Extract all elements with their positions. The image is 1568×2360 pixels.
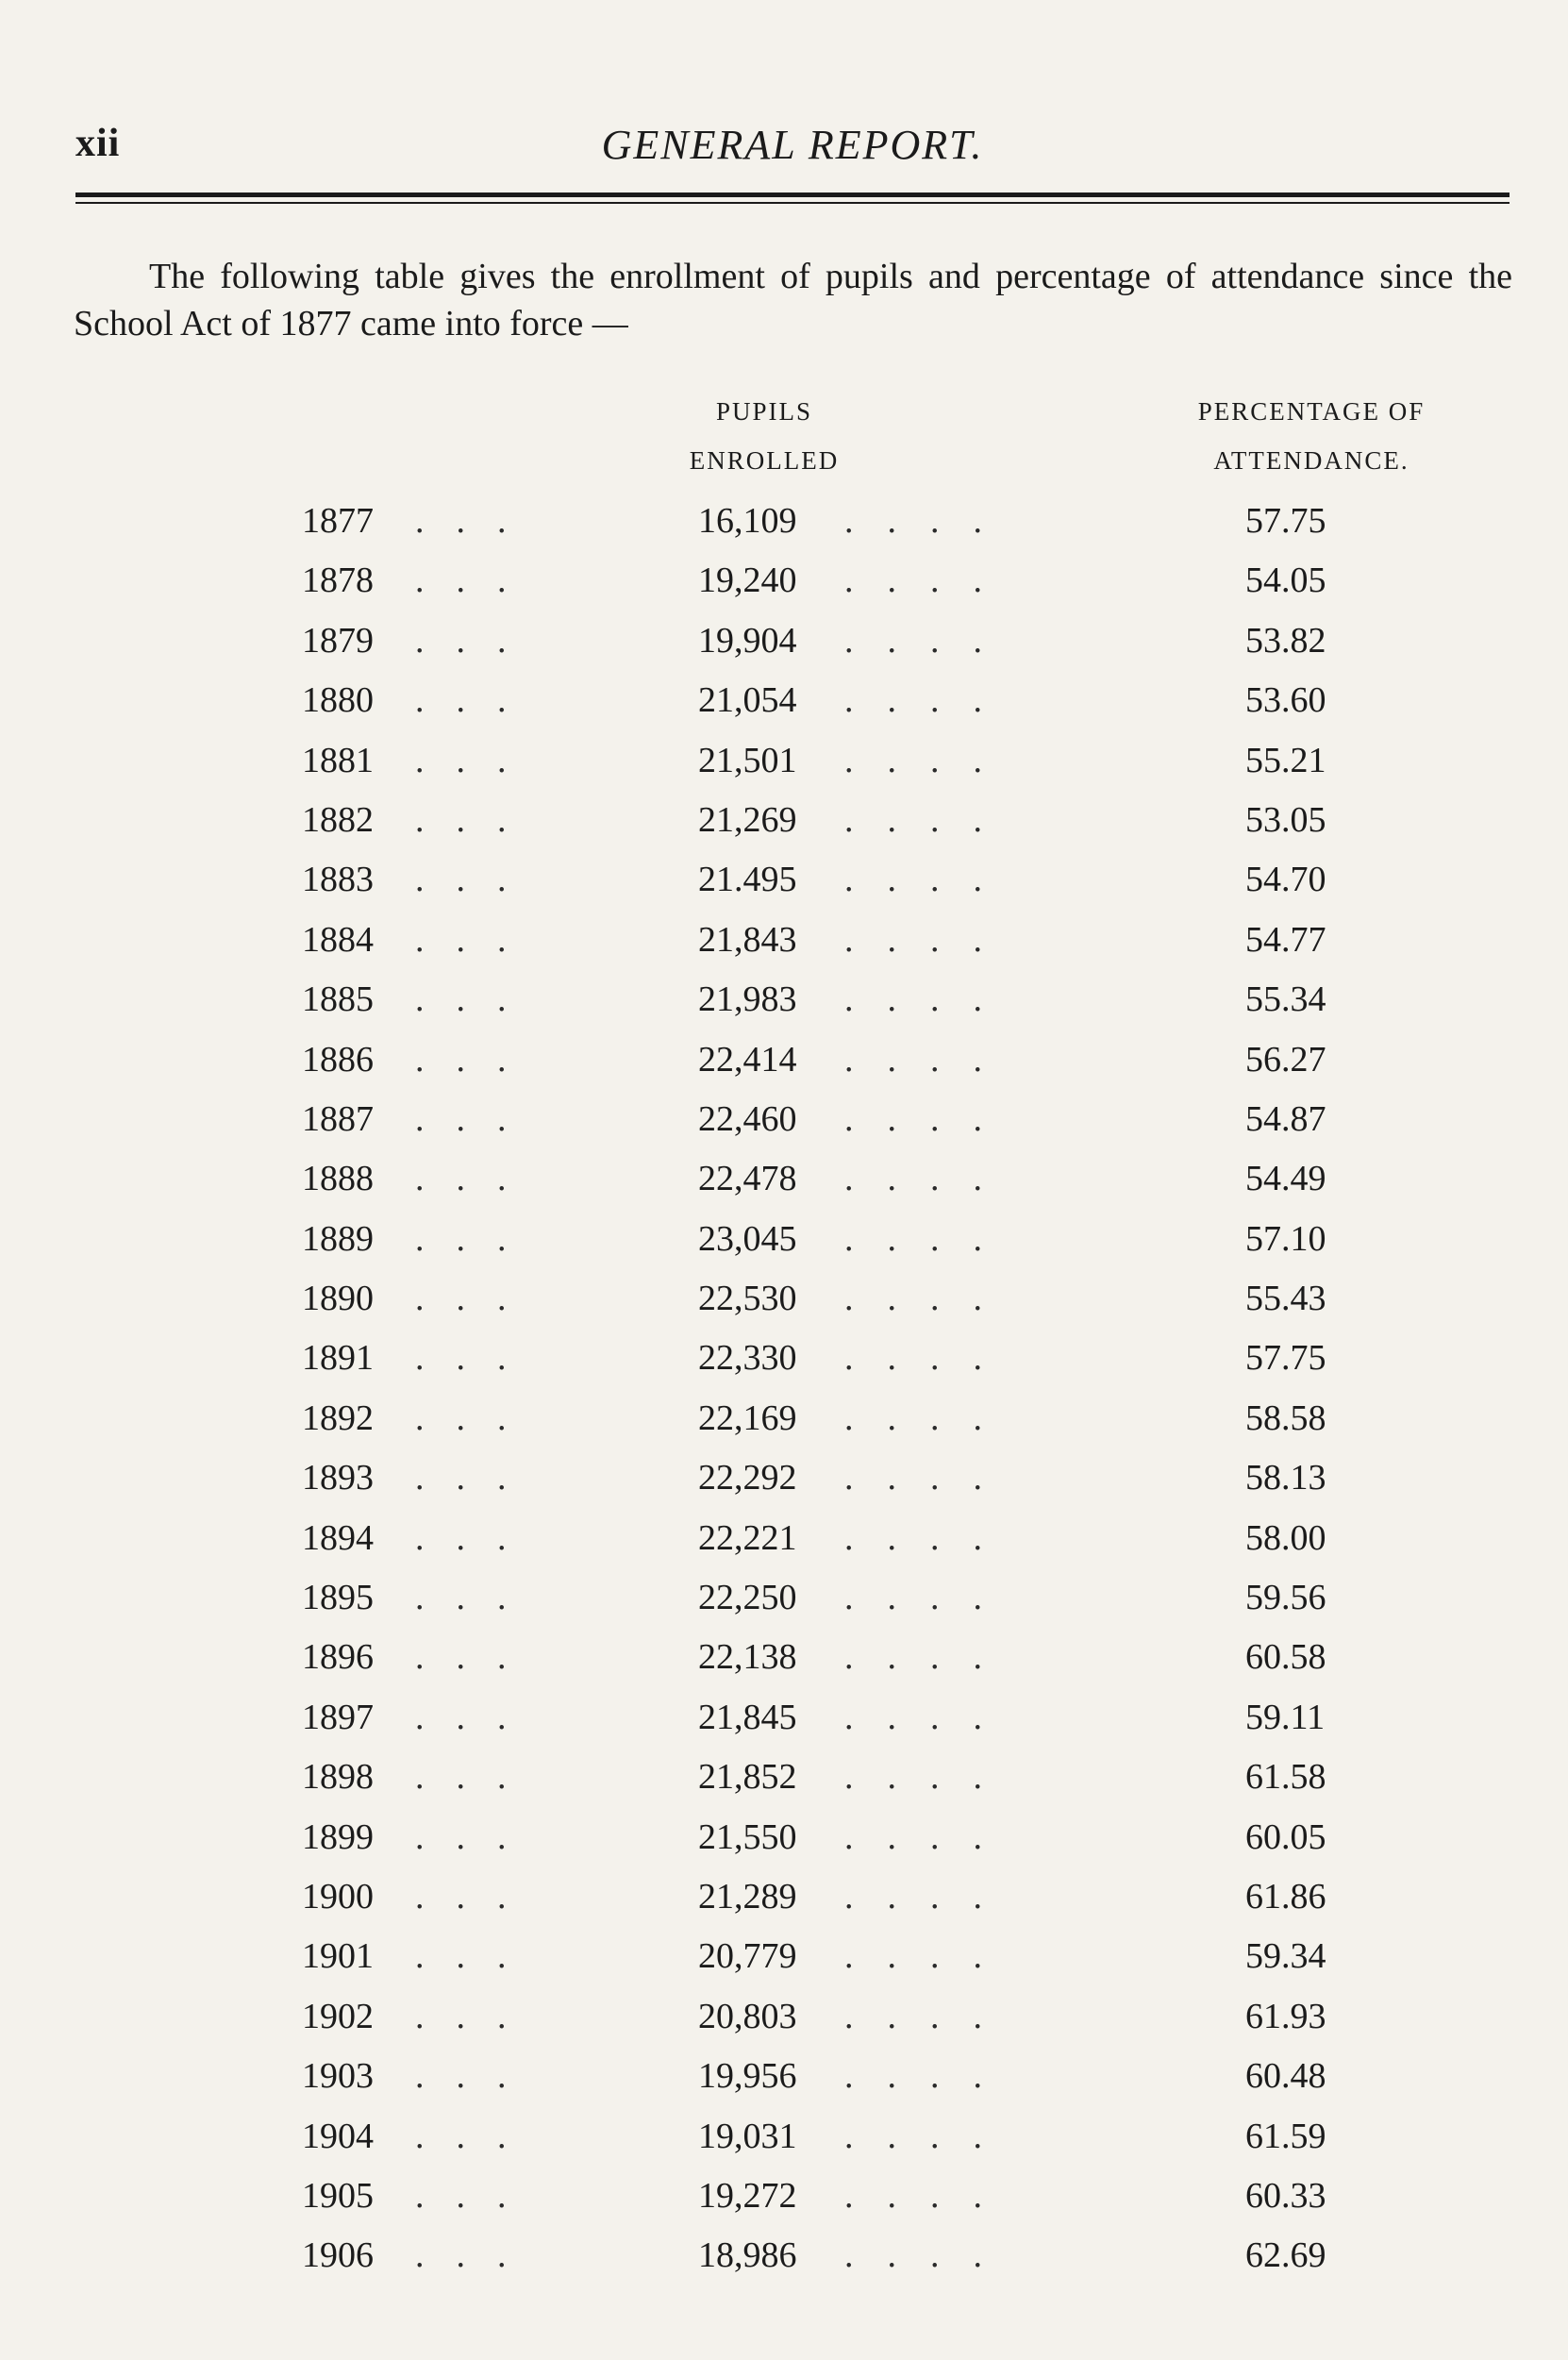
table-row bbox=[0, 679, 1568, 739]
year-cell: 1893 bbox=[302, 1458, 374, 1498]
leader-dots: ... bbox=[415, 1218, 539, 1259]
year-cell: 1886 bbox=[302, 1039, 374, 1080]
table-row bbox=[0, 1337, 1568, 1397]
percentage-cell: 56.27 bbox=[1245, 1039, 1326, 1080]
enrolled-cell: 21,501 bbox=[698, 740, 797, 780]
leader-dots: .... bbox=[844, 501, 1016, 541]
enrolled-cell: 22,292 bbox=[698, 1458, 797, 1498]
page-header bbox=[75, 121, 1510, 177]
table-row bbox=[0, 1398, 1568, 1457]
leader-dots: .... bbox=[844, 1338, 1016, 1379]
leader-dots: .... bbox=[844, 1637, 1016, 1678]
table-row bbox=[0, 1278, 1568, 1337]
year-cell: 1902 bbox=[302, 1996, 374, 2036]
table-row bbox=[0, 1218, 1568, 1278]
year-cell: 1900 bbox=[302, 1876, 374, 1916]
table-row bbox=[0, 979, 1568, 1038]
leader-dots: ... bbox=[415, 620, 539, 661]
percentage-cell: 54.70 bbox=[1245, 860, 1326, 900]
leader-dots: ... bbox=[415, 1697, 539, 1737]
leader-dots: ... bbox=[415, 680, 539, 721]
percentage-cell: 60.33 bbox=[1245, 2175, 1326, 2216]
year-cell: 1891 bbox=[302, 1338, 374, 1379]
leader-dots: .... bbox=[844, 860, 1016, 900]
year-cell: 1884 bbox=[302, 919, 374, 960]
leader-dots: .... bbox=[844, 2235, 1016, 2276]
table-row bbox=[0, 1636, 1568, 1696]
enrolled-cell: 19,904 bbox=[698, 620, 797, 661]
leader-dots: .... bbox=[844, 919, 1016, 960]
leader-dots: .... bbox=[844, 1697, 1016, 1737]
year-cell: 1879 bbox=[302, 620, 374, 661]
leader-dots: ... bbox=[415, 860, 539, 900]
leader-dots: .... bbox=[844, 799, 1016, 840]
table-row bbox=[0, 2116, 1568, 2175]
year-cell: 1906 bbox=[302, 2235, 374, 2276]
leader-dots: ... bbox=[415, 1039, 539, 1080]
leader-dots: ... bbox=[415, 561, 539, 601]
table-row bbox=[0, 2234, 1568, 2294]
enrolled-cell: 22,138 bbox=[698, 1637, 797, 1678]
percentage-cell: 60.48 bbox=[1245, 2056, 1326, 2097]
leader-dots: .... bbox=[844, 620, 1016, 661]
leader-dots: ... bbox=[415, 1578, 539, 1618]
percentage-cell: 59.11 bbox=[1245, 1697, 1326, 1737]
header-rule bbox=[75, 192, 1510, 197]
leader-dots: ... bbox=[415, 799, 539, 840]
year-cell: 1883 bbox=[302, 860, 374, 900]
percentage-cell: 58.00 bbox=[1245, 1517, 1326, 1558]
column-header-line: ENROLLED bbox=[689, 446, 840, 475]
leader-dots: .... bbox=[844, 1936, 1016, 1977]
table-row bbox=[0, 740, 1568, 799]
leader-dots: .... bbox=[844, 2116, 1016, 2156]
enrolled-cell: 21,054 bbox=[698, 680, 797, 721]
leader-dots: ... bbox=[415, 2116, 539, 2156]
year-cell: 1889 bbox=[302, 1218, 374, 1259]
leader-dots: .... bbox=[844, 1517, 1016, 1558]
table-row bbox=[0, 1756, 1568, 1816]
year-cell: 1890 bbox=[302, 1279, 374, 1319]
enrolled-cell: 21,550 bbox=[698, 1816, 797, 1857]
table-row bbox=[0, 500, 1568, 560]
year-cell: 1901 bbox=[302, 1936, 374, 1977]
table-row bbox=[0, 799, 1568, 859]
percentage-cell: 54.05 bbox=[1245, 561, 1326, 601]
enrolled-cell: 22,530 bbox=[698, 1279, 797, 1319]
year-cell: 1880 bbox=[302, 680, 374, 721]
leader-dots: ... bbox=[415, 1398, 539, 1438]
leader-dots: ... bbox=[415, 1816, 539, 1857]
enrolled-cell: 23,045 bbox=[698, 1218, 797, 1259]
leader-dots: ... bbox=[415, 919, 539, 960]
column-header-percentage bbox=[1123, 387, 1500, 485]
leader-dots: ... bbox=[415, 1517, 539, 1558]
table-row bbox=[0, 1577, 1568, 1636]
enrolled-cell: 21.495 bbox=[698, 860, 797, 900]
enrolled-cell: 22,414 bbox=[698, 1039, 797, 1080]
table-row bbox=[0, 2175, 1568, 2234]
year-cell: 1888 bbox=[302, 1159, 374, 1199]
leader-dots: .... bbox=[844, 561, 1016, 601]
leader-dots: ... bbox=[415, 1159, 539, 1199]
leader-dots: ... bbox=[415, 501, 539, 541]
percentage-cell: 54.87 bbox=[1245, 1098, 1326, 1139]
year-cell: 1899 bbox=[302, 1816, 374, 1857]
leader-dots: .... bbox=[844, 1279, 1016, 1319]
enrolled-cell: 21,289 bbox=[698, 1876, 797, 1916]
enrolled-cell: 22,250 bbox=[698, 1578, 797, 1618]
enrolled-cell: 21,843 bbox=[698, 919, 797, 960]
column-header-line: PERCENTAGE OF bbox=[1197, 397, 1426, 426]
leader-dots: .... bbox=[844, 1039, 1016, 1080]
column-header-line: PUPILS bbox=[715, 397, 813, 426]
year-cell: 1903 bbox=[302, 2056, 374, 2097]
enrolled-cell: 21,845 bbox=[698, 1697, 797, 1737]
table-row bbox=[0, 1996, 1568, 2055]
leader-dots: ... bbox=[415, 740, 539, 780]
year-cell: 1895 bbox=[302, 1578, 374, 1618]
percentage-cell: 60.05 bbox=[1245, 1816, 1326, 1857]
year-cell: 1898 bbox=[302, 1757, 374, 1798]
table-row bbox=[0, 919, 1568, 979]
table-row bbox=[0, 2055, 1568, 2115]
leader-dots: .... bbox=[844, 1398, 1016, 1438]
leader-dots: .... bbox=[844, 1996, 1016, 2036]
leader-dots: .... bbox=[844, 2056, 1016, 2097]
percentage-cell: 57.75 bbox=[1245, 501, 1326, 541]
table-row bbox=[0, 560, 1568, 619]
enrolled-cell: 21,269 bbox=[698, 799, 797, 840]
leader-dots: ... bbox=[415, 1757, 539, 1798]
percentage-cell: 55.21 bbox=[1245, 740, 1326, 780]
leader-dots: ... bbox=[415, 1876, 539, 1916]
page-number: xii bbox=[75, 122, 121, 165]
percentage-cell: 57.75 bbox=[1245, 1338, 1326, 1379]
year-cell: 1885 bbox=[302, 979, 374, 1020]
table-row bbox=[0, 1876, 1568, 1935]
year-cell: 1877 bbox=[302, 501, 374, 541]
leader-dots: ... bbox=[415, 1338, 539, 1379]
table-row bbox=[0, 859, 1568, 918]
column-header-pupils-enrolled bbox=[642, 387, 887, 485]
leader-dots: ... bbox=[415, 2235, 539, 2276]
percentage-cell: 61.58 bbox=[1245, 1757, 1326, 1798]
year-cell: 1882 bbox=[302, 799, 374, 840]
table-row bbox=[0, 1039, 1568, 1098]
enrolled-cell: 20,779 bbox=[698, 1936, 797, 1977]
leader-dots: ... bbox=[415, 1996, 539, 2036]
year-cell: 1878 bbox=[302, 561, 374, 601]
percentage-cell: 53.82 bbox=[1245, 620, 1326, 661]
percentage-cell: 57.10 bbox=[1245, 1218, 1326, 1259]
year-cell: 1904 bbox=[302, 2116, 374, 2156]
leader-dots: .... bbox=[844, 1458, 1016, 1498]
percentage-cell: 54.77 bbox=[1245, 919, 1326, 960]
percentage-cell: 60.58 bbox=[1245, 1637, 1326, 1678]
leader-dots: ... bbox=[415, 2056, 539, 2097]
year-cell: 1887 bbox=[302, 1098, 374, 1139]
enrolled-cell: 19,956 bbox=[698, 2056, 797, 2097]
table-row bbox=[0, 1935, 1568, 1995]
table-row bbox=[0, 1697, 1568, 1756]
year-cell: 1905 bbox=[302, 2175, 374, 2216]
year-cell: 1896 bbox=[302, 1637, 374, 1678]
leader-dots: .... bbox=[844, 1876, 1016, 1916]
percentage-cell: 59.56 bbox=[1245, 1578, 1326, 1618]
enrolled-cell: 22,221 bbox=[698, 1517, 797, 1558]
enrolled-cell: 22,460 bbox=[698, 1098, 797, 1139]
table-row bbox=[0, 1098, 1568, 1158]
percentage-cell: 61.59 bbox=[1245, 2116, 1326, 2156]
percentage-cell: 61.93 bbox=[1245, 1996, 1326, 2036]
percentage-cell: 54.49 bbox=[1245, 1159, 1326, 1199]
enrolled-cell: 21,852 bbox=[698, 1757, 797, 1798]
leader-dots: .... bbox=[844, 1159, 1016, 1199]
leader-dots: .... bbox=[844, 1098, 1016, 1139]
leader-dots: ... bbox=[415, 1279, 539, 1319]
percentage-cell: 55.43 bbox=[1245, 1279, 1326, 1319]
leader-dots: .... bbox=[844, 1816, 1016, 1857]
year-cell: 1894 bbox=[302, 1517, 374, 1558]
percentage-cell: 55.34 bbox=[1245, 979, 1326, 1020]
enrolled-cell: 21,983 bbox=[698, 979, 797, 1020]
year-cell: 1892 bbox=[302, 1398, 374, 1438]
leader-dots: ... bbox=[415, 1098, 539, 1139]
header-rule-thin bbox=[75, 202, 1510, 204]
leader-dots: ... bbox=[415, 979, 539, 1020]
leader-dots: ... bbox=[415, 1637, 539, 1678]
enrolled-cell: 18,986 bbox=[698, 2235, 797, 2276]
table-row bbox=[0, 1158, 1568, 1217]
running-title: GENERAL REPORT. bbox=[601, 122, 984, 168]
intro-paragraph: The following table gives the enrollment of pupils and percentage of attendance since the School Act of 1877 came into force — bbox=[74, 257, 1512, 343]
enrolled-cell: 22,330 bbox=[698, 1338, 797, 1379]
enrolled-cell: 19,031 bbox=[698, 2116, 797, 2156]
leader-dots: ... bbox=[415, 1936, 539, 1977]
enrollment-table bbox=[0, 500, 1568, 2295]
percentage-cell: 53.05 bbox=[1245, 799, 1326, 840]
enrolled-cell: 22,169 bbox=[698, 1398, 797, 1438]
table-row bbox=[0, 1816, 1568, 1876]
leader-dots: .... bbox=[844, 979, 1016, 1020]
leader-dots: .... bbox=[844, 1757, 1016, 1798]
leader-dots: .... bbox=[844, 680, 1016, 721]
percentage-cell: 58.13 bbox=[1245, 1458, 1326, 1498]
table-row bbox=[0, 1457, 1568, 1516]
year-cell: 1897 bbox=[302, 1697, 374, 1737]
leader-dots: .... bbox=[844, 2175, 1016, 2216]
enrolled-cell: 19,240 bbox=[698, 561, 797, 601]
enrolled-cell: 16,109 bbox=[698, 501, 797, 541]
column-header-line: ATTENDANCE. bbox=[1213, 446, 1410, 475]
enrolled-cell: 19,272 bbox=[698, 2175, 797, 2216]
year-cell: 1881 bbox=[302, 740, 374, 780]
percentage-cell: 58.58 bbox=[1245, 1398, 1326, 1438]
leader-dots: ... bbox=[415, 1458, 539, 1498]
percentage-cell: 53.60 bbox=[1245, 680, 1326, 721]
table-row bbox=[0, 620, 1568, 679]
percentage-cell: 61.86 bbox=[1245, 1876, 1326, 1916]
table-row bbox=[0, 1517, 1568, 1577]
leader-dots: .... bbox=[844, 740, 1016, 780]
leader-dots: .... bbox=[844, 1578, 1016, 1618]
enrolled-cell: 20,803 bbox=[698, 1996, 797, 2036]
enrolled-cell: 22,478 bbox=[698, 1159, 797, 1199]
percentage-cell: 59.34 bbox=[1245, 1936, 1326, 1977]
leader-dots: .... bbox=[844, 1218, 1016, 1259]
leader-dots: ... bbox=[415, 2175, 539, 2216]
percentage-cell: 62.69 bbox=[1245, 2235, 1326, 2276]
